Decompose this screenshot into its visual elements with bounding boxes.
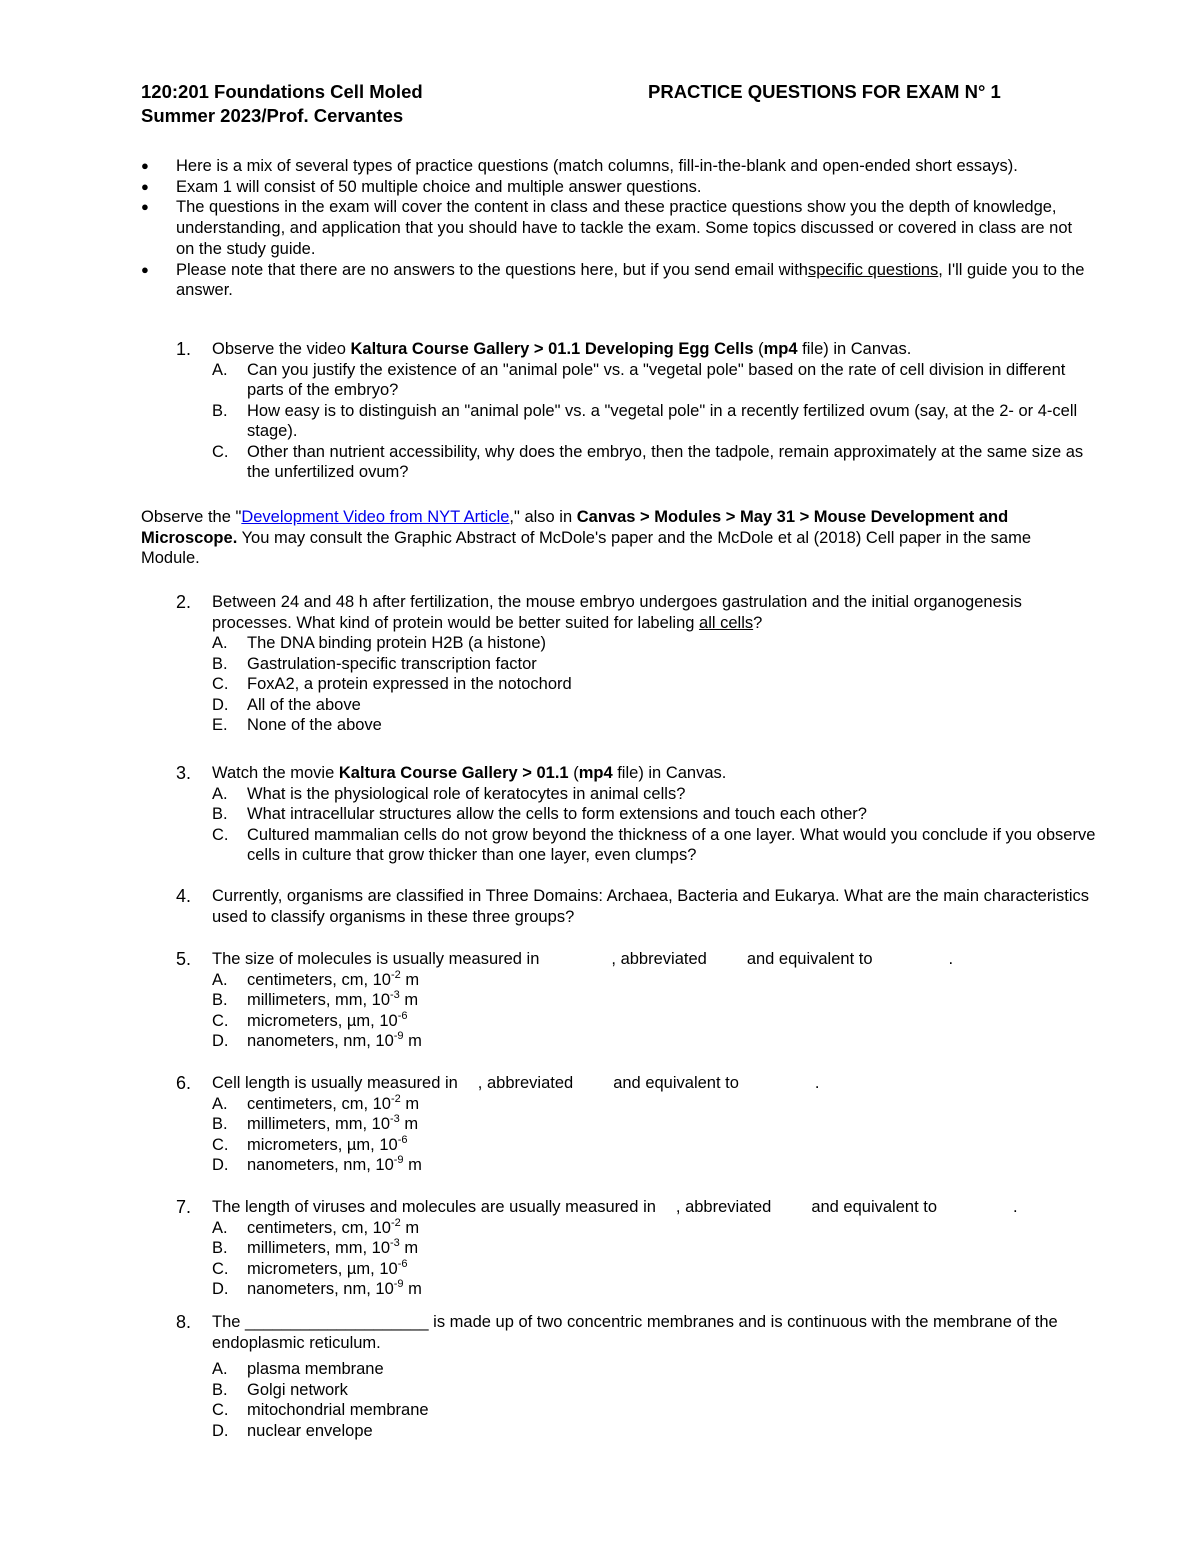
header-left bbox=[141, 80, 423, 128]
question-number: 4. bbox=[176, 886, 192, 906]
question-number: 1. bbox=[176, 339, 192, 359]
bullet-icon: ● bbox=[141, 199, 149, 215]
question-stem: Currently, organisms are classified in Three Domains: Archaea, Bacteria and Eukarya. What are the main characteristics used to classify organisms in these three groups? bbox=[212, 887, 1090, 926]
option: B. Gastrulation-specific transcription factor bbox=[212, 654, 537, 673]
question-stem: Between 24 and 48 h after fertilization, the mouse embryo undergoes gastrulation and the initial organogenesis processes. What kind of protein would be better suited for labeling all cells? bbox=[212, 593, 1022, 632]
instruction-item: ● Here is a mix of several types of practice questions (match columns, fill-in-the-blank and open-ended short essays). bbox=[141, 157, 1018, 175]
option: B. millimeters, mm, $10^{-3}$ m bbox=[212, 989, 419, 1009]
option: A. What is the physiological role of keratocytes in animal cells? bbox=[212, 784, 686, 803]
option: E. None of the above bbox=[212, 716, 382, 734]
option: A. centimeters, cm, $10^{-2}$ m bbox=[212, 968, 420, 989]
question-stem: Cell length is usually measured in , abbreviated and equivalent to . bbox=[212, 1074, 820, 1092]
option: B. millimeters, mm, $10^{-3}$ m bbox=[212, 1113, 419, 1133]
option: C. FoxA2, a protein expressed in the notochord bbox=[212, 675, 572, 693]
option: C. Other than nutrient accessibility, why does the embryo, then the tadpole, remain approximately at the same size as the unfertilized ovum? bbox=[212, 442, 1084, 481]
question-7 bbox=[176, 1197, 1096, 1300]
option: A. The DNA binding protein H2B (a histone) bbox=[212, 634, 546, 652]
option: C. micrometers, µm, $10^{-6}$ bbox=[212, 1257, 408, 1278]
question-stem: The size of molecules is usually measured in , abbreviated and equivalent to . bbox=[212, 950, 954, 968]
question-3 bbox=[176, 763, 1096, 866]
instruction-list bbox=[141, 156, 1091, 301]
option: B. Golgi network bbox=[212, 1380, 348, 1399]
option: D. nanometers, nm, $10^{-9}$ m bbox=[212, 1154, 422, 1174]
question-number: 7. bbox=[176, 1197, 192, 1217]
question-4 bbox=[176, 886, 1096, 927]
option: C. mitochondrial membrane bbox=[212, 1401, 429, 1419]
option: B. How easy is to distinguish an "animal pole" vs. a "vegetal pole" in a recently fertilized ovum (say, at the 2- or 4-cell stage). bbox=[212, 401, 1078, 440]
question-number: 3. bbox=[176, 763, 192, 783]
specific-questions-text: specific questions bbox=[807, 260, 939, 279]
question-2 bbox=[176, 592, 1096, 736]
option: A. plasma membrane bbox=[212, 1360, 384, 1378]
bullet-icon: ● bbox=[141, 178, 149, 194]
option: C. micrometers, µm, $10^{-6}$ bbox=[212, 1009, 408, 1030]
question-8 bbox=[176, 1312, 1096, 1441]
question-6 bbox=[176, 1073, 1096, 1176]
video-paragraph: Observe the "Development Video from NYT Article," also in Canvas > Modules > May 31 > Mouse Development and Microscope. You may consult the Graphic Abstract of McDole's paper and the McDole et al (2018) Cell paper in the same Module. bbox=[141, 508, 1032, 568]
instruction-item: ● Please note that there are no answers to the questions here, but if you send email withspecific questions, I'll guide you to the answer. bbox=[141, 260, 1085, 300]
question-stem: The ____________________ is made up of two concentric membranes and is continuous with the membrane of the endoplasmic reticulum. bbox=[212, 1313, 1058, 1352]
bullet-icon: ● bbox=[141, 158, 149, 173]
question-1 bbox=[176, 339, 1096, 483]
answer-blank: ____________________ bbox=[245, 1313, 429, 1331]
question-number: 2. bbox=[176, 592, 192, 612]
nyt-video-link[interactable]: Development Video from NYT Article bbox=[241, 508, 510, 526]
instruction-item: ● The questions in the exam will cover the content in class and these practice questions show you the depth of knowledge, understanding, and application that you should have to tackle the exam. Some topics discussed or covered in class are not on the study guide. bbox=[141, 198, 1073, 258]
option: B. What intracellular structures allow the cells to form extensions and touch each other? bbox=[212, 805, 867, 823]
option: A. centimeters, cm, $10^{-2}$ m bbox=[212, 1216, 420, 1237]
option: D. nuclear envelope bbox=[212, 1421, 373, 1440]
course-title: 120:201 Foundations Cell Moled bbox=[141, 81, 423, 102]
option: D. nanometers, nm, $10^{-9}$ m bbox=[212, 1278, 422, 1298]
question-number: 5. bbox=[176, 949, 192, 969]
exam-title: PRACTICE QUESTIONS FOR EXAM N° 1 bbox=[648, 81, 1001, 102]
option: C. micrometers, µm, $10^{-6}$ bbox=[212, 1133, 408, 1154]
instruction-item: ● Exam 1 will consist of 50 multiple choice and multiple answer questions. bbox=[141, 177, 702, 196]
option: D. All of the above bbox=[212, 695, 361, 714]
term-professor: Summer 2023/Prof. Cervantes bbox=[141, 105, 404, 126]
bullet-icon: ● bbox=[141, 261, 149, 277]
question-5 bbox=[176, 949, 1096, 1052]
question-stem: Observe the video Kaltura Course Gallery > 01.1 Developing Egg Cells (mp4 file) in Canvas. bbox=[212, 340, 912, 358]
option: A. Can you justify the existence of an "animal pole" vs. a "vegetal pole" based on the rate of cell division in different parts of the embryo? bbox=[212, 360, 1066, 399]
option: C. Cultured mammalian cells do not grow beyond the thickness of a one layer. What would you conclude if you observe cells in culture that grow thicker than one layer, even clumps? bbox=[212, 825, 1096, 864]
question-stem: The length of viruses and molecules are usually measured in , abbreviated and equivalent to . bbox=[212, 1198, 1018, 1216]
option: A. centimeters, cm, $10^{-2}$ m bbox=[212, 1092, 420, 1113]
option: D. nanometers, nm, $10^{-9}$ m bbox=[212, 1030, 422, 1050]
question-stem: Watch the movie Kaltura Course Gallery > 01.1 (mp4 file) in Canvas. bbox=[212, 764, 727, 782]
question-number: 8. bbox=[176, 1312, 192, 1332]
question-number: 6. bbox=[176, 1073, 192, 1093]
option: B. millimeters, mm, $10^{-3}$ m bbox=[212, 1237, 419, 1257]
